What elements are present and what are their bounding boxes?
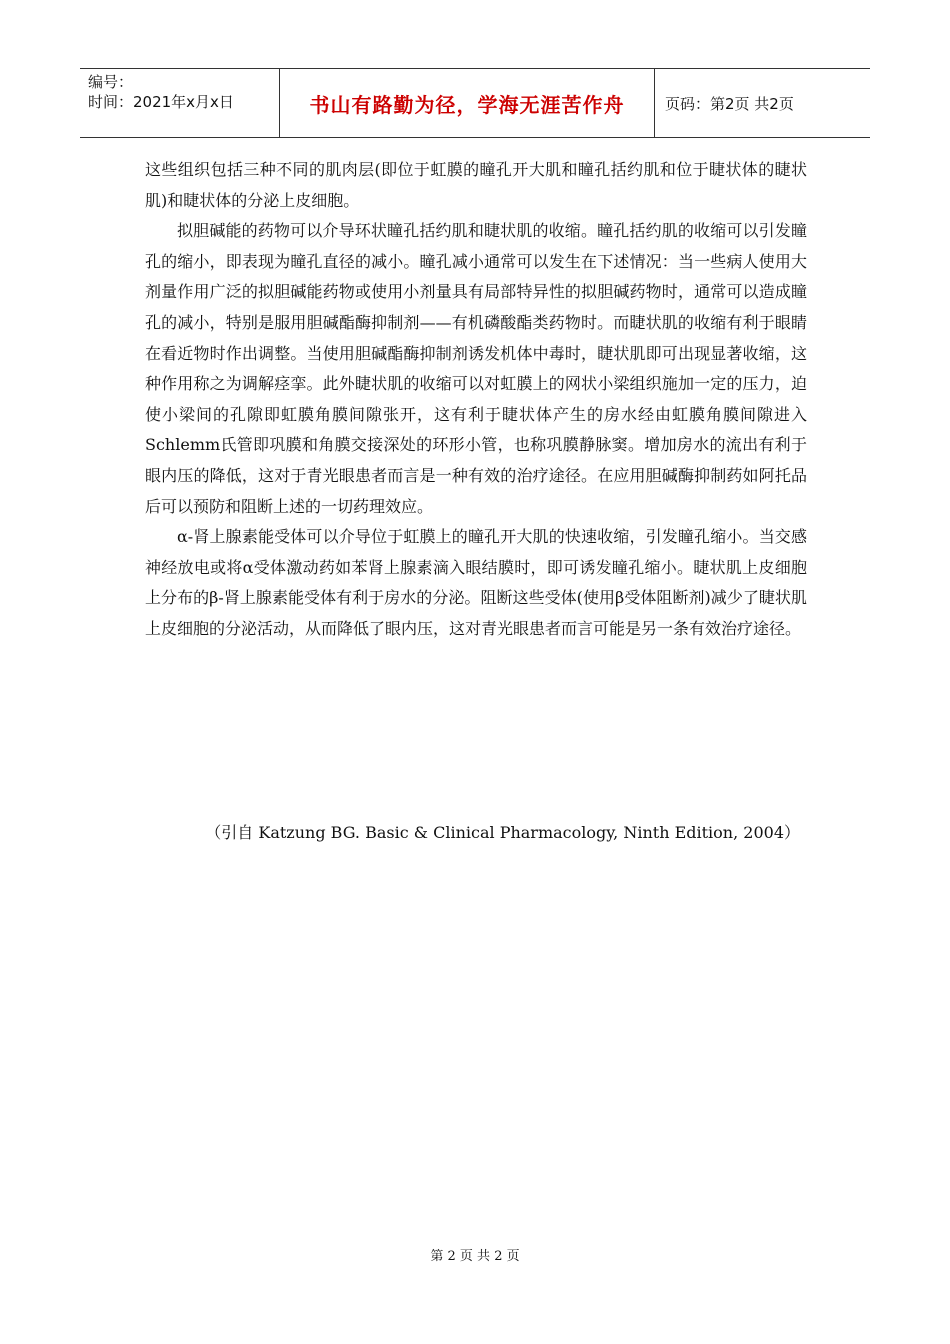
page-footer: 第 2 页 共 2 页 [430,1249,520,1264]
header-table [80,68,870,138]
paragraph-3: α-肾上腺素能受体可以介导位于虹膜上的瞳孔开大肌的快速收缩，引发瞳孔缩小。当交感神经放电或将α受体激动药如苯肾上腺素滴入眼结膜时，即可诱发瞳孔缩小。睫状肌上皮细胞上分布的β-肾上腺素能受体有利于房水的分泌。阻断这些受体(使用β受体阻断剂)减少了睫状肌上皮细胞的分泌活动，从而降低了眼内压，这对青光眼患者而言可能是另一条有效治疗途径。 [145,527,807,638]
time-label: 时间：2021年x月x日 [88,93,234,111]
header-page-info: 页码：第2页 共2页 [665,94,794,113]
paragraph-1: 这些组织包括三种不同的肌肉层(即位于虹膜的瞳孔开大肌和瞳孔括约肌和位于睫状体的睫状肌)和睫状体的分泌上皮细胞。 [145,160,807,210]
citation: （引自 Katzung BG. Basic & Clinical Pharmacology, Ninth Edition, 2004） [205,823,800,842]
header-motto: 书山有路勤为径，学海无涯苦作舟 [280,69,655,137]
paragraph-2: 拟胆碱能的药物可以介导环状瞳孔括约肌和睫状肌的收缩。瞳孔括约肌的收缩可以引发瞳孔的缩小，即表现为瞳孔直径的减小。瞳孔减小通常可以发生在下述情况：当一些病人使用大剂量作用广泛的拟胆碱能药物或使用小剂量具有局部特异性的拟胆碱药物时，通常可以造成瞳孔的减小，特别是服用胆碱酯酶抑制剂——有机磷酸酯类药物时。而睫状肌的收缩有利于眼睛在看近物时作出调整。当使用胆碱酯酶抑制剂诱发机体中毒时，睫状肌即可出现显著收缩，这种作用称之为调解痉挛。此外睫状肌的收缩可以对虹膜上的网状小梁组织施加一定的压力，迫使小梁间的孔隙即虹膜角膜间隙张开，这有利于睫状体产生的房水经由虹膜角膜间隙进入Schlemm氏管即巩膜和角膜交接深处的环形小管，也称巩膜静脉窦。增加房水的流出有利于眼内压的降低，这对于青光眼患者而言是一种有效的治疗途径。在应用胆碱酶抑制药如阿托品后可以预防和阻断上述的一切药理效应。 [145,221,807,516]
header-meta [80,69,280,137]
id-label: 编号： [88,73,134,91]
document-body [145,155,807,645]
